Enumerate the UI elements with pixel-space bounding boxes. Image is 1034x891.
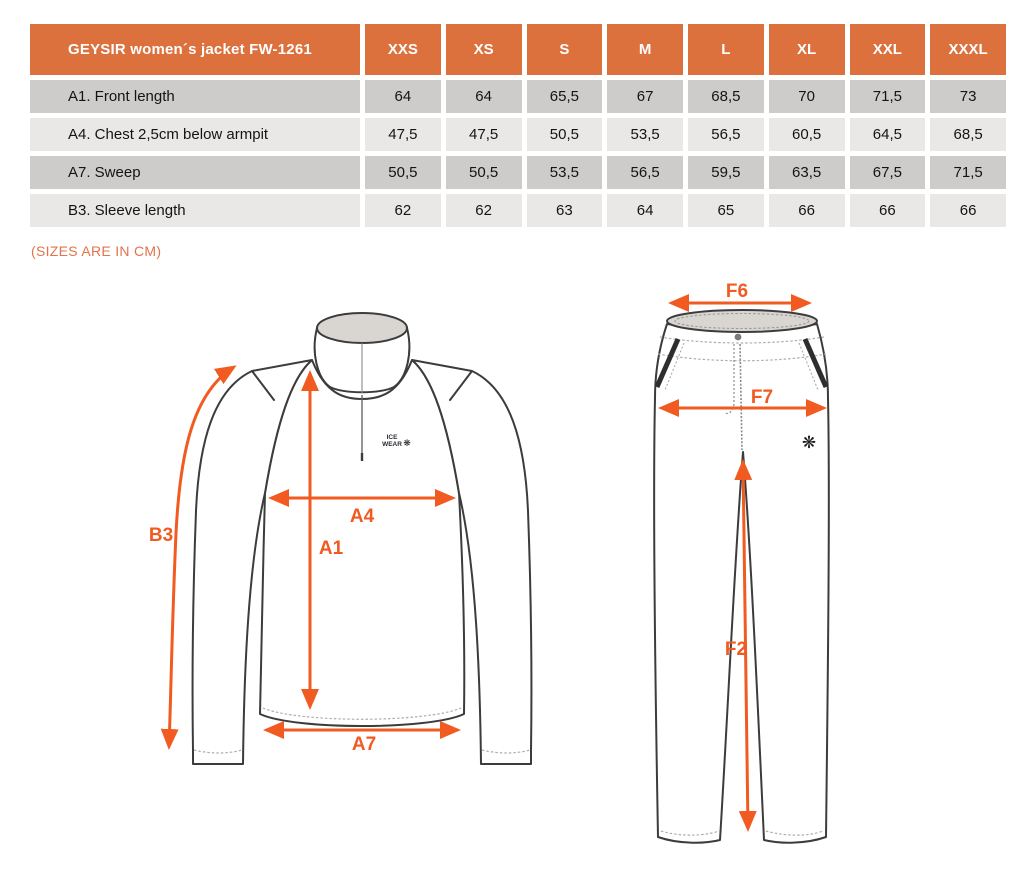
table-cell: 67,5 — [850, 156, 926, 189]
row-label: A4. Chest 2,5cm below armpit — [30, 118, 360, 151]
table-cell: 50,5 — [527, 118, 603, 151]
table-cell: 66 — [769, 194, 845, 227]
row-label: A7. Sweep — [30, 156, 360, 189]
jacket-diagram — [140, 303, 570, 781]
size-header-xl: XL — [769, 24, 845, 75]
size-header-xxxl: XXXL — [930, 24, 1006, 75]
f2-label: F2 — [724, 639, 748, 660]
table-cell: 62 — [365, 194, 441, 227]
a1-label: A1 — [318, 538, 344, 559]
waist-button — [735, 334, 742, 341]
table-cell: 63 — [527, 194, 603, 227]
table-cell: 64 — [446, 80, 522, 113]
f6-label: F6 — [725, 281, 749, 302]
table-cell: 56,5 — [688, 118, 764, 151]
table-cell: 65 — [688, 194, 764, 227]
snowflake-icon: ❋ — [403, 439, 411, 449]
table-cell: 66 — [850, 194, 926, 227]
table-cell: 65,5 — [527, 80, 603, 113]
a7-label: A7 — [351, 734, 377, 755]
table-cell: 67 — [607, 80, 683, 113]
table-cell: 62 — [446, 194, 522, 227]
table-cell: 73 — [930, 80, 1006, 113]
size-header-m: M — [607, 24, 683, 75]
size-header-xs: XS — [446, 24, 522, 75]
table-cell: 64 — [607, 194, 683, 227]
table-cell: 68,5 — [688, 80, 764, 113]
table-cell: 68,5 — [930, 118, 1006, 151]
table-cell: 59,5 — [688, 156, 764, 189]
collar-opening — [317, 313, 407, 343]
table-title: GEYSIR women´s jacket FW-1261 — [30, 24, 360, 75]
table-cell: 53,5 — [527, 156, 603, 189]
table-cell: 64,5 — [850, 118, 926, 151]
row-label: A1. Front length — [30, 80, 360, 113]
pants-diagram — [638, 280, 853, 865]
table-cell: 53,5 — [607, 118, 683, 151]
f7-label: F7 — [750, 387, 774, 408]
table-cell: 71,5 — [930, 156, 1006, 189]
b3-label: B3 — [148, 525, 174, 546]
a4-label: A4 — [349, 506, 375, 527]
size-header-xxs: XXS — [365, 24, 441, 75]
table-cell: 66 — [930, 194, 1006, 227]
table-cell: 63,5 — [769, 156, 845, 189]
table-cell: 47,5 — [446, 118, 522, 151]
sizes-note: (SIZES ARE IN CM) — [31, 243, 162, 259]
table-cell: 50,5 — [365, 156, 441, 189]
snowflake-icon: ❋ — [801, 433, 817, 453]
table-cell: 71,5 — [850, 80, 926, 113]
table-cell: 60,5 — [769, 118, 845, 151]
row-label: B3. Sleeve length — [30, 194, 360, 227]
table-cell: 56,5 — [607, 156, 683, 189]
table-cell: 64 — [365, 80, 441, 113]
table-cell: 50,5 — [446, 156, 522, 189]
size-header-l: L — [688, 24, 764, 75]
size-header-xxl: XXL — [850, 24, 926, 75]
table-cell: 70 — [769, 80, 845, 113]
size-header-s: S — [527, 24, 603, 75]
brand-logo-line2: WEAR — [382, 441, 402, 448]
table-cell: 47,5 — [365, 118, 441, 151]
brand-logo-line1: ICE — [386, 434, 398, 441]
size-table — [30, 24, 1006, 227]
